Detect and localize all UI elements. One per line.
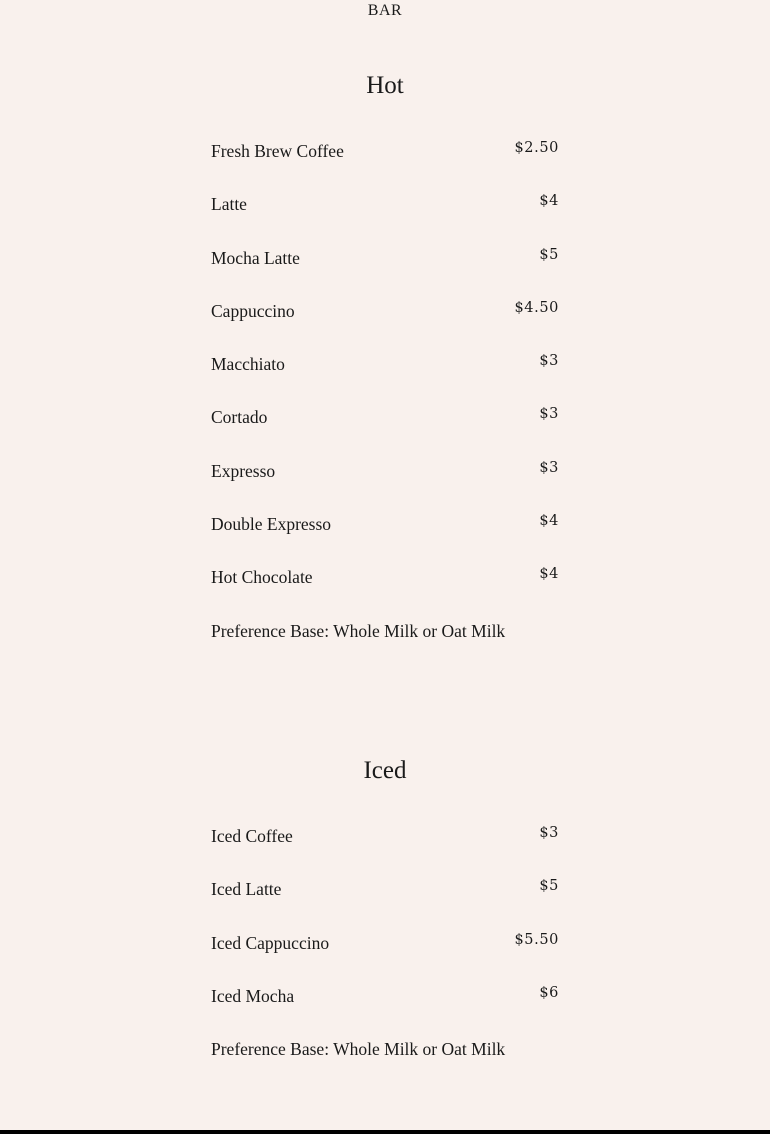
menu-item — [211, 300, 559, 353]
item-name: Expresso — [211, 460, 276, 481]
menu-item — [211, 353, 559, 406]
item-price: $4.50 — [514, 299, 559, 316]
menu-item — [211, 247, 559, 300]
item-price: $2.50 — [514, 140, 559, 156]
menu-item — [211, 460, 559, 513]
item-name: Cappuccino — [211, 300, 295, 321]
item-price: $4 — [539, 193, 559, 210]
item-price: $5 — [539, 878, 559, 895]
item-price: $5 — [539, 246, 559, 263]
menu-item — [211, 406, 559, 459]
iced-items-list — [211, 825, 559, 1060]
item-name: Hot Chocolate — [211, 567, 313, 588]
item-name: Iced Latte — [211, 879, 282, 900]
item-price: $3 — [539, 353, 559, 370]
item-name: Iced Mocha — [211, 985, 295, 1006]
item-name: Fresh Brew Coffee — [211, 141, 344, 161]
item-price: $4 — [539, 513, 559, 530]
item-price: $4 — [539, 566, 559, 583]
iced-menu-section — [0, 753, 770, 1060]
menu-item — [211, 825, 559, 878]
item-name: Iced Coffee — [211, 826, 293, 846]
menu-item — [211, 878, 559, 931]
menu-item — [211, 513, 559, 566]
item-name: Cortado — [211, 407, 268, 428]
page-header: BAR — [367, 2, 403, 19]
menu-item — [211, 932, 559, 985]
hot-items-list — [211, 140, 559, 642]
item-name: Iced Cappuccino — [211, 932, 330, 953]
item-name: Latte — [211, 194, 247, 215]
section-title-hot: Hot — [366, 72, 404, 99]
menu-item — [211, 566, 559, 619]
section-title-iced: Iced — [363, 757, 407, 784]
item-price: $3 — [539, 406, 559, 423]
item-name: Macchiato — [211, 354, 285, 375]
hot-menu-section — [0, 68, 770, 642]
item-price: $3 — [539, 825, 559, 841]
menu-item — [211, 985, 559, 1038]
menu-item — [211, 140, 559, 193]
item-name: Double Expresso — [211, 514, 332, 535]
item-price: $3 — [539, 459, 559, 476]
footer-bar — [0, 1130, 770, 1134]
milk-preference-note: Preference Base: Whole Milk or Oat Milk — [211, 620, 506, 641]
item-price: $5.50 — [514, 931, 559, 948]
menu-item — [211, 193, 559, 246]
milk-preference-note: Preference Base: Whole Milk or Oat Milk — [211, 1039, 506, 1060]
item-name: Mocha Latte — [211, 247, 300, 268]
item-price: $6 — [539, 984, 559, 1001]
